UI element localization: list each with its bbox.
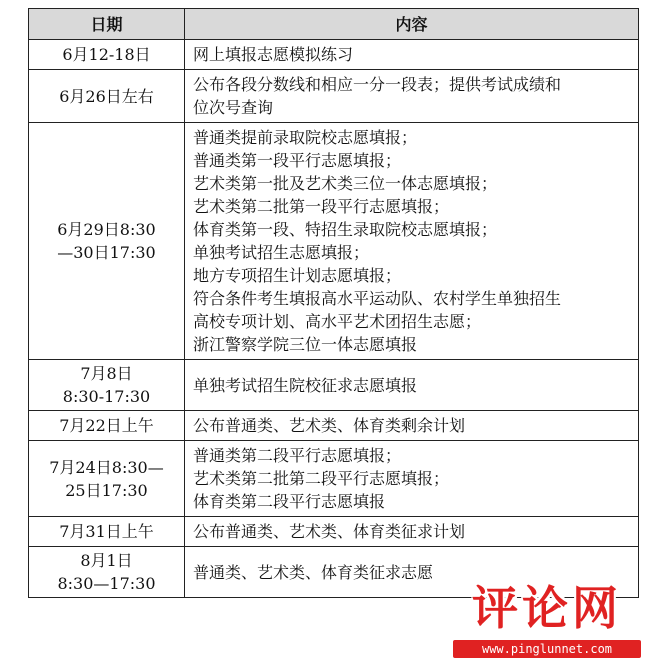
content-line: 公布普通类、艺术类、体育类征求计划 — [193, 522, 466, 541]
table-row — [29, 360, 639, 411]
admission-schedule-table — [28, 8, 639, 598]
content-line: 符合条件考生填报高水平运动队、农村学生单独招生 — [193, 289, 562, 308]
date-cell: 7月31日上午 — [29, 517, 185, 547]
content-cell — [185, 441, 639, 517]
content-cell — [185, 411, 639, 441]
date-cell: 6月12-18日 — [29, 40, 185, 70]
date-cell: 7月24日8:30— 25日17:30 — [29, 441, 185, 517]
content-line: 单独考试招生院校征求志愿填报 — [193, 375, 418, 395]
date-cell: 6月29日8:30 —30日17:30 — [29, 123, 185, 360]
table-header-row — [29, 9, 639, 40]
content-line: 公布各段分数线和相应一分一段表；提供考试成绩和 — [193, 75, 562, 94]
content-cell — [185, 40, 639, 70]
content-line: 浙江警察学院三位一体志愿填报 — [193, 335, 418, 354]
watermark-title: 评论网 — [472, 581, 622, 635]
date-cell: 6月26日左右 — [29, 70, 185, 123]
watermark-url: www.pinglunnet.com — [453, 640, 641, 658]
header-content: 内容 — [185, 9, 639, 40]
table-row — [29, 411, 639, 441]
content-cell — [185, 70, 639, 123]
content-line: 单独考试招生志愿填报； — [193, 243, 370, 262]
content-line: 普通类提前录取院校志愿填报； — [193, 128, 418, 147]
content-line: 艺术类第二批第一段平行志愿填报； — [193, 197, 450, 216]
content-line: 普通类、艺术类、体育类征求志愿 — [193, 562, 434, 582]
content-line: 位次号查询 — [193, 98, 274, 117]
date-cell: 8月1日 8:30—17:30 — [29, 547, 185, 598]
content-line: 高校专项计划、高水平艺术团招生志愿； — [193, 312, 482, 331]
content-line: 艺术类第一批及艺术类三位一体志愿填报； — [193, 174, 498, 193]
content-line: 普通类第二段平行志愿填报； — [193, 446, 402, 465]
content-line: 艺术类第二批第二段平行志愿填报； — [193, 469, 450, 488]
content-line: 网上填报志愿模拟练习 — [193, 45, 354, 64]
content-line: 地方专项招生计划志愿填报； — [193, 266, 402, 285]
table-row — [29, 70, 639, 123]
content-cell — [185, 517, 639, 547]
table-row — [29, 441, 639, 517]
table-row — [29, 40, 639, 70]
content-line: 体育类第一段、特招生录取院校志愿填报； — [193, 220, 498, 239]
header-date: 日期 — [29, 9, 185, 40]
date-cell: 7月22日上午 — [29, 411, 185, 441]
content-cell — [185, 123, 639, 360]
table-row — [29, 123, 639, 360]
content-line: 公布普通类、艺术类、体育类剩余计划 — [193, 416, 466, 435]
date-cell: 7月8日 8:30-17:30 — [29, 360, 185, 411]
content-line: 体育类第二段平行志愿填报 — [193, 492, 386, 511]
content-cell — [185, 360, 639, 411]
table-row — [29, 517, 639, 547]
content-line: 普通类第一段平行志愿填报； — [193, 151, 402, 170]
site-watermark — [447, 578, 647, 670]
